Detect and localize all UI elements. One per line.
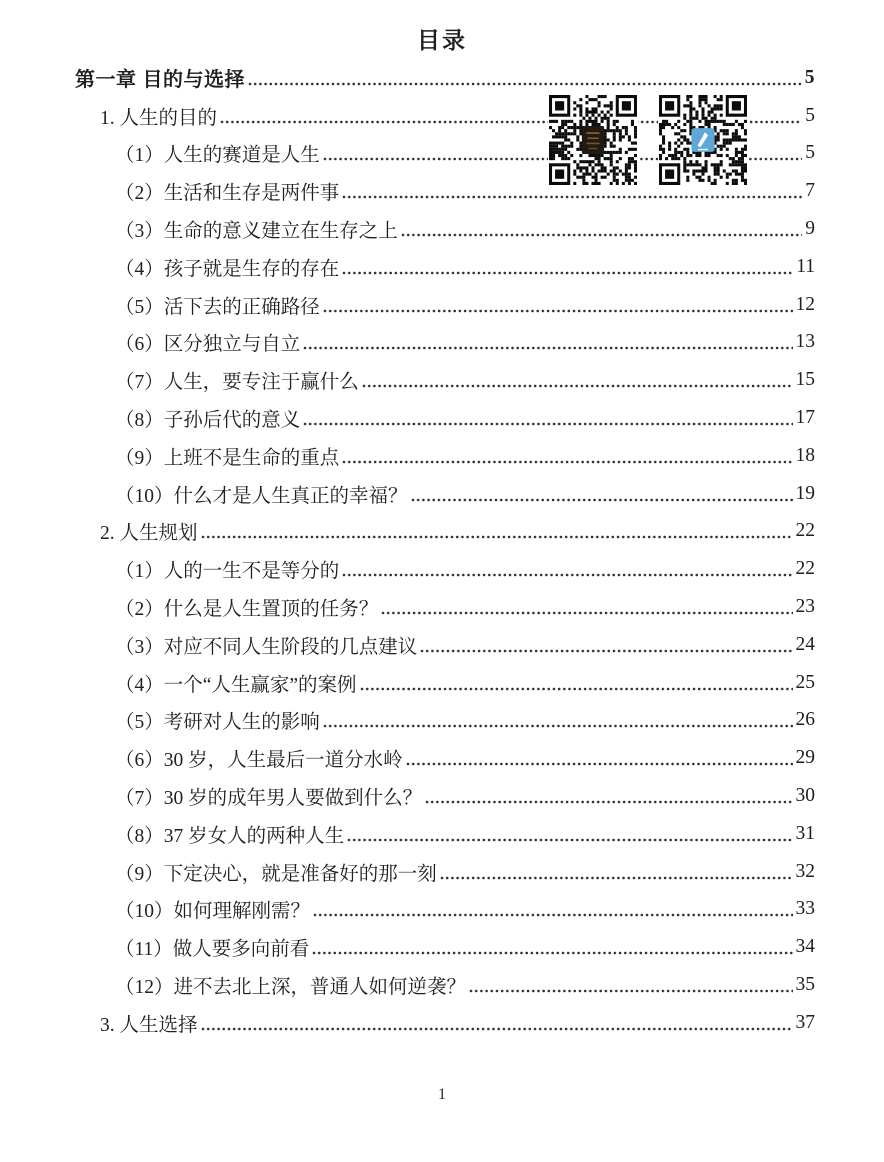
toc-leader-dots <box>312 951 792 955</box>
toc-entry-label: （2）什么是人生置顶的任务？ <box>115 599 379 621</box>
toc-entry[interactable] <box>75 664 815 702</box>
toc-entry[interactable] <box>75 777 815 815</box>
toc-entry-label: （3）对应不同人生阶段的几点建议 <box>115 636 418 658</box>
toc-entry-page: 5 <box>805 142 815 164</box>
toc-entry-page: 34 <box>795 936 815 958</box>
toc-leader-dots <box>347 838 792 842</box>
toc-entry[interactable] <box>75 891 815 929</box>
toc-entry[interactable] <box>75 550 815 588</box>
toc-entry-label: （5）考研对人生的影响 <box>115 712 320 734</box>
toc-leader-dots <box>360 687 793 691</box>
toc-leader-dots <box>411 498 793 502</box>
toc-entry[interactable] <box>75 248 815 286</box>
toc-entry-page: 22 <box>795 558 815 580</box>
toc-entry[interactable] <box>75 739 815 777</box>
toc-entry-label: 第一章 目的与选择 <box>75 69 246 92</box>
toc-leader-dots <box>425 800 792 804</box>
toc-entry-page: 26 <box>795 709 815 731</box>
toc-entry-page: 31 <box>795 822 815 844</box>
toc-entry-page: 30 <box>795 785 815 807</box>
toc-leader-dots <box>303 422 792 426</box>
toc-leader-dots <box>323 309 793 313</box>
toc-leader-dots <box>201 535 793 539</box>
toc-entry-label: （8）37 岁女人的两种人生 <box>115 825 345 847</box>
qr-code-left <box>548 94 638 186</box>
toc-entry-page: 23 <box>795 596 815 618</box>
toc-entry[interactable] <box>75 210 815 248</box>
qr-code-left-image <box>549 95 637 185</box>
toc-entry-page: 11 <box>796 255 815 277</box>
toc-leader-dots <box>420 649 792 653</box>
toc-entry-label: （3）生命的意义建立在生存之上 <box>115 221 398 243</box>
toc-entry-label: （5）活下去的正确路径 <box>115 296 320 318</box>
toc-entry-label: （1）人生的赛道是人生 <box>115 145 320 167</box>
toc-leader-dots <box>342 460 792 464</box>
toc-entry[interactable] <box>75 966 815 1004</box>
toc-entry-page: 29 <box>795 747 815 769</box>
toc-entry-page: 5 <box>805 104 815 126</box>
toc-entry-page: 15 <box>795 369 815 391</box>
toc-entry-label: （7）人生，要专注于赢什么 <box>115 372 359 394</box>
toc-entry[interactable] <box>75 513 815 551</box>
toc-entry-page: 12 <box>795 293 815 315</box>
toc-entry-label: （10）如何理解刚需？ <box>115 901 311 923</box>
toc-leader-dots <box>342 573 792 577</box>
toc-entry-page: 35 <box>795 974 815 996</box>
toc-entry-label: （1）人的一生不是等分的 <box>115 561 340 583</box>
toc-leader-dots <box>401 233 802 237</box>
page-footer-number: 1 <box>438 1086 446 1103</box>
toc-entry[interactable] <box>75 286 815 324</box>
toc-entry-page: 17 <box>795 407 815 429</box>
toc-entry-label: 2. 人生规划 <box>100 523 198 545</box>
toc-entry-page: 19 <box>795 482 815 504</box>
toc-leader-dots <box>248 82 802 86</box>
toc-entry[interactable] <box>75 702 815 740</box>
toc-leader-dots <box>440 876 793 880</box>
toc-entry-label: （10）什么才是人生真正的幸福？ <box>115 485 408 507</box>
toc-entry[interactable] <box>75 475 815 513</box>
toc-entry-label: （9）上班不是生命的重点 <box>115 447 340 469</box>
toc-entry-label: （4）孩子就是生存的存在 <box>115 258 340 280</box>
toc-entry-label: （4）一个“人生赢家”的案例 <box>115 674 357 696</box>
toc-leader-dots <box>323 724 793 728</box>
toc-entry[interactable] <box>75 324 815 362</box>
toc-entry[interactable] <box>75 399 815 437</box>
toc-entry-page: 22 <box>795 520 815 542</box>
toc-entry-page: 24 <box>795 633 815 655</box>
toc-entry-page: 25 <box>795 671 815 693</box>
toc-leader-dots <box>469 989 792 993</box>
toc-leader-dots <box>342 195 802 199</box>
toc-entry[interactable] <box>75 626 815 664</box>
toc-entry-page: 9 <box>805 218 815 240</box>
qr-code-right <box>658 94 748 186</box>
toc-entry-label: （12）进不去北上深，普通人如何逆袭？ <box>115 977 467 999</box>
toc-entry-page: 37 <box>795 1011 815 1033</box>
qr-code-right-image <box>659 95 747 185</box>
toc-entry-page: 32 <box>795 860 815 882</box>
toc-leader-dots <box>342 271 793 275</box>
toc-entry-label: （6）区分独立与自立 <box>115 334 301 356</box>
toc-entry[interactable] <box>75 361 815 399</box>
toc-leader-dots <box>313 913 792 917</box>
toc-entry-label: 1. 人生的目的 <box>100 107 218 129</box>
toc-leader-dots <box>381 611 792 615</box>
toc-entry-label: （9）下定决心，就是准备好的那一刻 <box>115 863 437 885</box>
table-of-contents <box>0 59 884 1042</box>
toc-leader-dots <box>303 346 792 350</box>
toc-entry-label: （11）做人要多向前看 <box>115 939 310 961</box>
toc-leader-dots <box>201 1027 793 1031</box>
toc-entry-page: 33 <box>795 898 815 920</box>
toc-entry-page: 5 <box>804 66 815 88</box>
toc-entry-page: 13 <box>795 331 815 353</box>
document-title: 目录 <box>417 28 467 53</box>
toc-entry[interactable] <box>75 928 815 966</box>
toc-entry-label: （7）30 岁的成年男人要做到什么？ <box>115 788 423 810</box>
toc-entry-page: 18 <box>795 444 815 466</box>
toc-leader-dots <box>362 384 793 388</box>
toc-entry-page: 7 <box>805 180 815 202</box>
toc-entry[interactable] <box>75 59 815 97</box>
toc-entry[interactable] <box>75 815 815 853</box>
toc-entry-label: （8）子孙后代的意义 <box>115 410 301 432</box>
toc-entry-label: 3. 人生选择 <box>100 1014 198 1036</box>
toc-entry[interactable] <box>75 437 815 475</box>
toc-entry[interactable] <box>75 853 815 891</box>
toc-entry-label: （6）30 岁，人生最后一道分水岭 <box>115 750 403 772</box>
toc-entry[interactable] <box>75 588 815 626</box>
toc-entry[interactable] <box>75 1004 815 1042</box>
toc-entry-label: （2）生活和生存是两件事 <box>115 183 340 205</box>
toc-leader-dots <box>406 762 793 766</box>
